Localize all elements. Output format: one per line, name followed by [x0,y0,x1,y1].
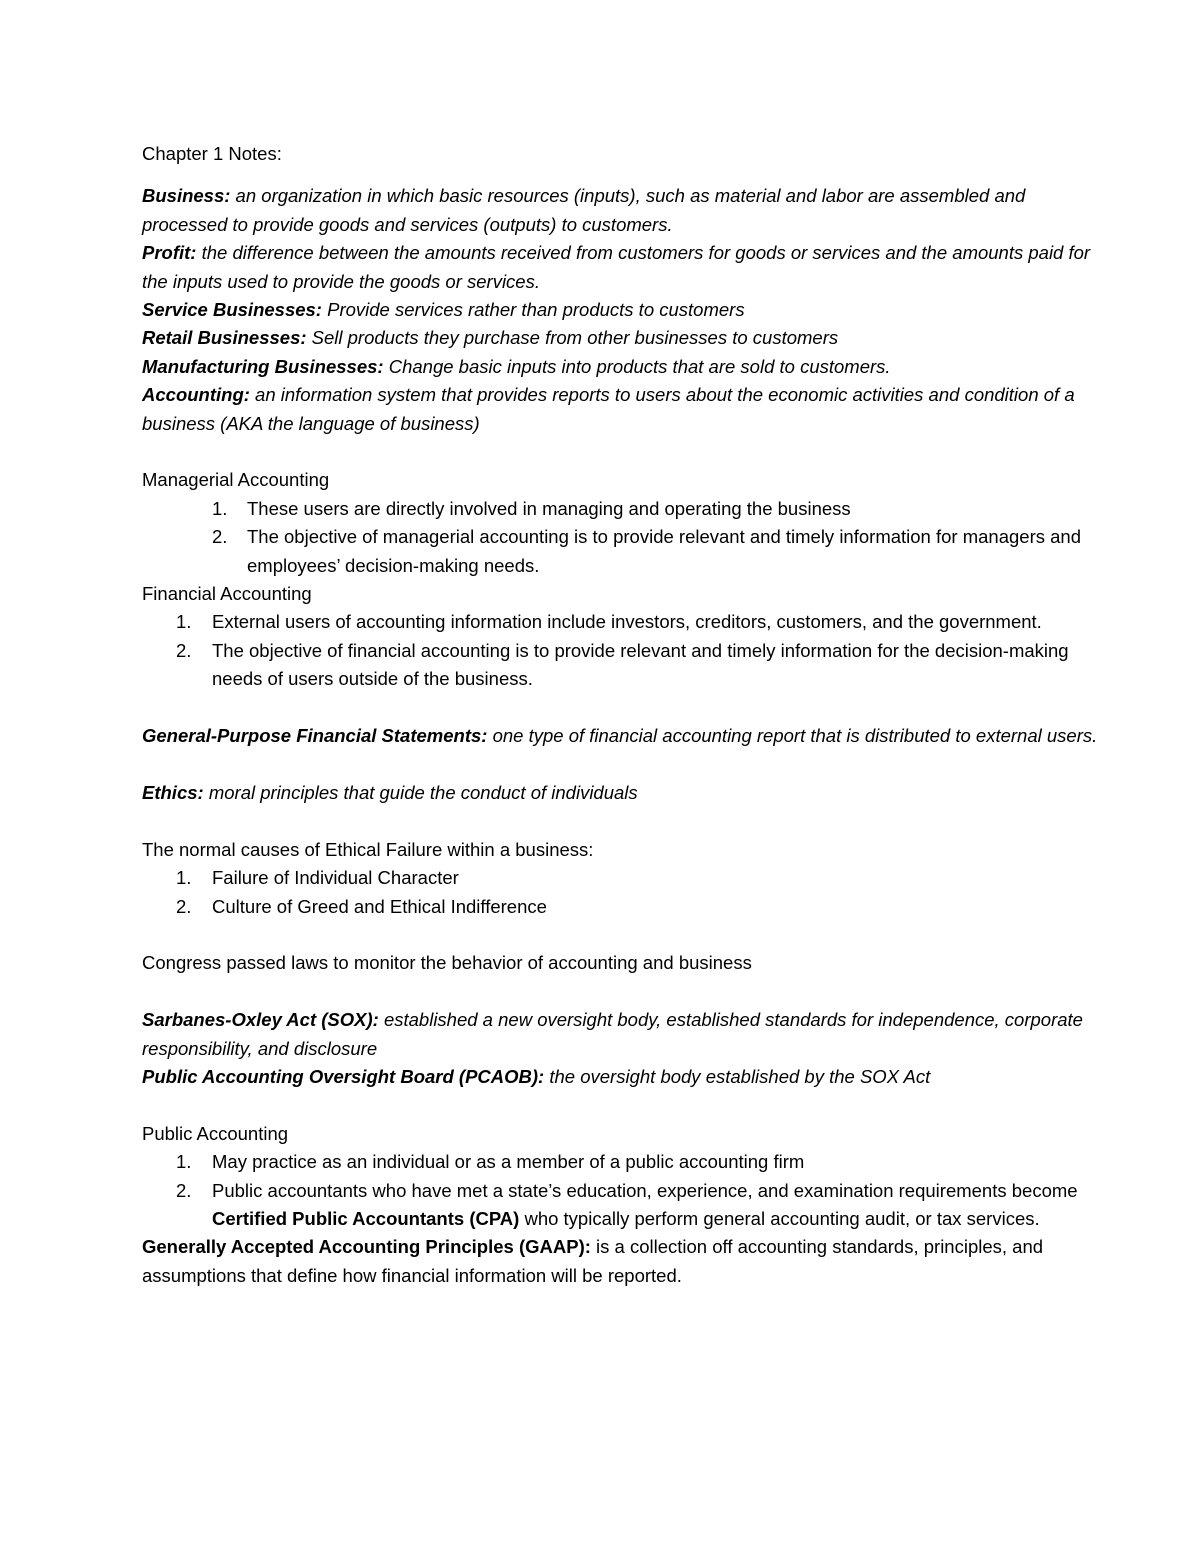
definition-ethics [142,779,1102,807]
section-heading-ethical-failure: The normal causes of Ethical Failure within a business: [142,838,594,860]
list-text: These users are directly involved in managing and operating the business [247,497,851,519]
term: Profit: [142,242,197,264]
ethical-failure-list [142,864,1102,921]
definition-retail-businesses [142,324,1102,352]
list-text: Failure of Individual Character [212,867,459,889]
definition-text: the difference between the amounts received from customers for goods or services and the amounts paid for the inputs used to provide the goods or services. [142,242,1091,292]
definition-text: established a new oversight body, established standards for independence, corporate responsibility, and disclosure [142,1009,1083,1059]
term: Public Accounting Oversight Board (PCAOB): [142,1065,545,1087]
list-item [142,1148,1102,1176]
definition-profit [142,239,1102,296]
definition-accounting [142,381,1102,438]
list-number: 1. [212,497,228,519]
list-number: 1. [176,867,192,889]
spacer [142,978,1102,1006]
cpa-term: Certified Public Accountants (CPA) [212,1207,520,1229]
definition-gpfs [142,722,1102,750]
list-number: 2. [176,895,192,917]
section-heading-public: Public Accounting [142,1122,289,1144]
definition-text: an information system that provides reports to users about the economic activities and condition of a business (AKA the language of business) [142,384,1075,434]
list-number: 1. [176,1151,192,1173]
definition-pcaob [142,1063,1102,1091]
list-number: 2. [212,526,228,548]
spacer [142,438,1102,466]
definition-text: is a collection off accounting standards, principles, and assumptions that define how financial information will be reported. [142,1236,1044,1286]
term: Business: [142,185,231,207]
definition-gaap [142,1233,1102,1290]
definition-business [142,182,1102,239]
definition-text: an organization in which basic resources (inputs), such as material and labor are assembled and processed to provide goods and services (outputs) to customers. [142,185,1026,235]
managerial-list [142,495,1102,580]
spacer [142,807,1102,835]
list-item [142,495,1102,523]
list-number: 1. [176,611,192,633]
term: Manufacturing Businesses: [142,355,384,377]
list-number: 2. [176,1179,192,1201]
list-text: The objective of managerial accounting is to provide relevant and timely information for managers and employees’ decision-making needs. [247,526,1081,576]
term: Retail Businesses: [142,327,307,349]
list-number: 2. [176,639,192,661]
list-item [142,523,1102,580]
definition-text: one type of financial accounting report that is distributed to external users. [487,725,1098,747]
list-item [142,864,1102,892]
list-item [142,637,1102,694]
definition-text: Sell products they purchase from other businesses to customers [306,327,839,349]
term: Ethics: [142,781,204,803]
congress-statement: Congress passed laws to monitor the behavior of accounting and business [142,952,752,974]
definition-text: Provide services rather than products to customers [321,299,745,321]
term: Accounting: [142,384,250,406]
term: Sarbanes-Oxley Act (SOX): [142,1009,379,1031]
list-item [142,608,1102,636]
list-text: Public accountants who have met a state’s education, experience, and examination requirements become [212,1179,1078,1201]
list-text: Culture of Greed and Ethical Indifference [212,895,547,917]
financial-list [142,608,1102,693]
spacer [142,921,1102,949]
term: General-Purpose Financial Statements: [142,725,488,747]
section-heading-financial: Financial Accounting [142,583,312,605]
term: Service Businesses: [142,299,322,321]
list-item [142,1177,1102,1234]
list-text: who typically perform general accounting audit, or tax services. [519,1207,1040,1229]
list-text: The objective of financial accounting is to provide relevant and timely information for the decision-making needs of users outside of the business. [212,639,1069,690]
section-heading-managerial: Managerial Accounting [142,469,330,491]
document-page [142,140,1102,1290]
definition-sox [142,1006,1102,1063]
definition-text: the oversight body established by the SOX Act [544,1065,931,1087]
spacer [142,1091,1102,1119]
term: Generally Accepted Accounting Principles (GAAP): [142,1236,591,1258]
page-title: Chapter 1 Notes: [142,143,282,164]
list-text: External users of accounting information include investors, creditors, customers, and the government. [212,611,1042,633]
spacer [142,751,1102,779]
public-accounting-list [142,1148,1102,1233]
definition-text: moral principles that guide the conduct of individuals [203,781,638,803]
list-text: May practice as an individual or as a member of a public accounting firm [212,1151,805,1173]
definition-manufacturing-businesses [142,353,1102,381]
list-item [142,893,1102,921]
definition-text: Change basic inputs into products that are sold to customers. [383,355,891,377]
definition-service-businesses [142,296,1102,324]
spacer [142,694,1102,722]
